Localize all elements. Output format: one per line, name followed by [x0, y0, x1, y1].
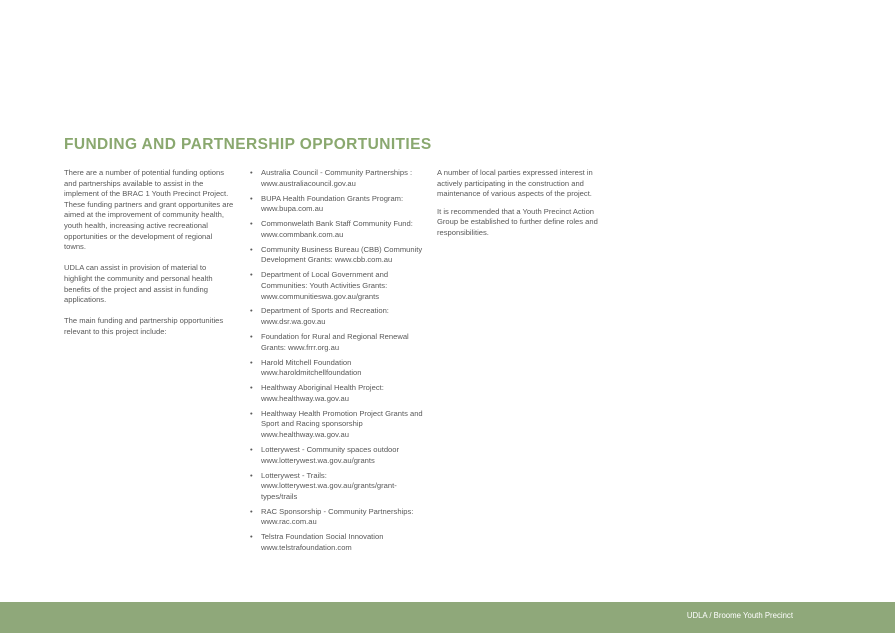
funding-list-column — [250, 168, 425, 558]
footer-label: UDLA / Broome Youth Precinct — [686, 611, 793, 620]
funding-list-item: • Commonwelath Bank Staff Community Fund: www.commbank.com.au — [250, 219, 425, 240]
funding-list-item: • Lotterywest - Trails: www.lotterywest.wa.gov.au/grants/grant-types/trails — [250, 471, 425, 503]
action-group-paragraph: It is recommended that a Youth Precinct Action Group be established to further define roles and responsibilities. — [437, 206, 598, 237]
funding-list-item: • Healthway Aboriginal Health Project: www.healthway.wa.gov.au — [250, 383, 425, 404]
funding-list-item: • Foundation for Rural and Regional Renewal Grants: www.frrr.org.au — [250, 332, 425, 353]
funding-list-item: • Community Business Bureau (CBB) Community Development Grants: www.cbb.com.au — [250, 245, 425, 266]
funding-list-item: • Department of Sports and Recreation: www.dsr.wa.gov.au — [250, 306, 425, 327]
funding-list-item: • Telstra Foundation Social Innovation www.telstrafoundation.com — [250, 532, 425, 553]
footer-bar — [0, 602, 895, 633]
local-parties-paragraph: A number of local parties expressed interest in actively participating in the construction and maintenance of various aspects of the project. — [437, 168, 593, 199]
recommendation-column — [437, 168, 602, 246]
funding-list — [250, 168, 425, 553]
funding-list-item: • Department of Local Government and Communities: Youth Activities Grants: www.communitieswa.gov.au/grants — [250, 270, 425, 302]
funding-list-item: • Australia Council - Community Partnerships : www.australiacouncil.gov.au — [250, 168, 425, 189]
funding-list-item: • Lotterywest - Community spaces outdoor www.lotterywest.wa.gov.au/grants — [250, 445, 425, 466]
intro-paragraph: There are a number of potential funding options and partnerships available to assist in the implement of the BRAC 1 Youth Precinct Project. These funding partners and grant opportunites are aimed at the improvement of community health, youth health, increasing active recreational opportunities or the development of regional towns. — [64, 168, 234, 252]
funding-list-item: • RAC Sponsorship - Community Partnerships: www.rac.com.au — [250, 507, 425, 528]
funding-list-item: • Harold Mitchell Foundation www.haroldmitchellfoundation — [250, 358, 425, 379]
main-opportunities-paragraph: The main funding and partnership opportunities relevant to this project include: — [64, 316, 224, 336]
page-title: FUNDING AND PARTNERSHIP OPPORTUNITIES — [64, 136, 432, 153]
intro-column — [64, 168, 234, 348]
funding-list-item: • BUPA Health Foundation Grants Program: www.bupa.com.au — [250, 194, 425, 215]
udla-assist-paragraph: UDLA can assist in provision of material to highlight the community and personal health benefits of the project and assist in funding applications. — [64, 263, 213, 305]
funding-list-item: • Healthway Health Promotion Project Grants and Sport and Racing sponsorship www.healthway.wa.gov.au — [250, 409, 425, 441]
